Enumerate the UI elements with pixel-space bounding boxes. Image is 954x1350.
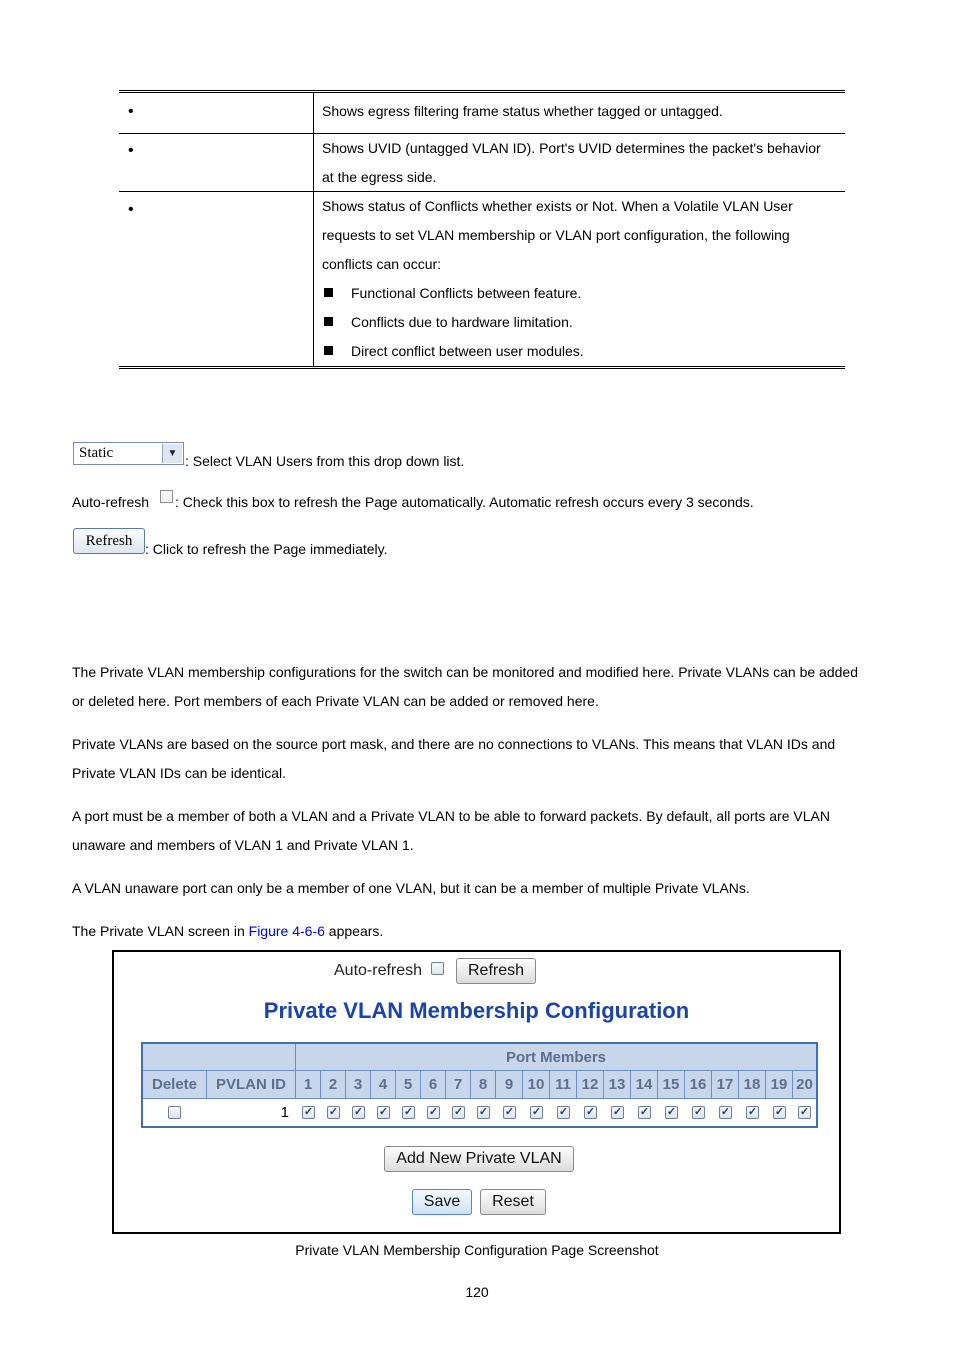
column-divider (313, 192, 314, 366)
port-column-header: 10 (523, 1071, 550, 1099)
save-button[interactable]: Save (412, 1189, 472, 1215)
port-member-checkbox[interactable]: ✓ (585, 1106, 596, 1118)
port-member-checkbox[interactable]: ✓ (720, 1106, 731, 1118)
square-bullet-icon (324, 346, 333, 355)
port-column-header: 19 (766, 1071, 793, 1099)
screenshot-autorefresh-checkbox[interactable] (431, 962, 444, 975)
chevron-down-icon[interactable]: ▼ (162, 444, 182, 463)
pvlan-id-value: 1 (280, 1104, 289, 1121)
port-member-checkbox[interactable]: ✓ (403, 1106, 414, 1118)
screenshot-refresh-button[interactable]: Refresh (456, 958, 536, 984)
table-header-group (143, 1044, 816, 1071)
port-column-header: 15 (658, 1071, 685, 1099)
pvlan-id-column-header: PVLAN ID (207, 1071, 296, 1099)
port-member-checkbox[interactable]: ✓ (531, 1106, 542, 1118)
port-member-checkbox[interactable]: ✓ (504, 1106, 515, 1118)
square-bullet-icon (324, 317, 333, 326)
port-member-checkbox[interactable]: ✓ (693, 1106, 704, 1118)
port-members-header: Port Members (505, 1049, 607, 1066)
port-column-header: 4 (371, 1071, 396, 1099)
port-column-header: 18 (739, 1071, 766, 1099)
column-divider (313, 134, 314, 191)
port-column-header: 3 (346, 1071, 371, 1099)
port-member-checkbox[interactable]: ✓ (378, 1106, 389, 1118)
port-column-header: 6 (421, 1071, 446, 1099)
port-member-checkbox[interactable]: ✓ (478, 1106, 489, 1118)
figure-caption: Private VLAN Membership Configuration Page Screenshot (295, 1242, 659, 1258)
blank-header (143, 1044, 296, 1071)
screenshot-autorefresh-label: Auto-refresh (334, 962, 423, 979)
paragraph: A VLAN unaware port can only be a member of one VLAN, but it can be a member of multiple Private VLANs. (72, 880, 750, 896)
autorefresh-label: Auto-refresh (72, 494, 150, 510)
paragraph: The Private VLAN membership configurations for the switch can be monitored and modified here. Private VLANs can be added or deleted here. Port members of each Private VLAN can be added or removed here. (72, 664, 858, 709)
delete-checkbox[interactable] (168, 1106, 181, 1119)
list-item: Functional Conflicts between feature. (322, 279, 793, 308)
table-header-row (143, 1071, 816, 1099)
refresh-button[interactable]: Refresh (73, 528, 145, 554)
port-member-checkbox[interactable]: ✓ (453, 1106, 464, 1118)
row-description: Shows UVID (untagged VLAN ID). Port's UVID determines the packet's behavior at the egress side. (322, 140, 821, 185)
square-bullet-icon (324, 288, 333, 297)
port-column-header: 9 (496, 1071, 523, 1099)
row-bullet: • (128, 142, 134, 159)
port-column-header: 11 (550, 1071, 577, 1099)
refresh-description: : Click to refresh the Page immediately. (145, 541, 388, 557)
select-value: Static (79, 445, 114, 461)
port-member-checkbox[interactable]: ✓ (428, 1106, 439, 1118)
port-column-header: 16 (685, 1071, 712, 1099)
port-member-checkbox[interactable]: ✓ (303, 1106, 314, 1118)
table-row (119, 192, 845, 366)
port-member-checkbox[interactable]: ✓ (328, 1106, 339, 1118)
pvlan-table (141, 1042, 818, 1128)
table-row (143, 1099, 816, 1126)
port-member-checkbox[interactable]: ✓ (639, 1106, 650, 1118)
port-column-header: 2 (321, 1071, 346, 1099)
port-member-checkbox[interactable]: ✓ (799, 1106, 810, 1118)
port-member-checkbox[interactable]: ✓ (558, 1106, 569, 1118)
row-bullet: • (128, 103, 134, 120)
paragraph: Private VLANs are based on the source port mask, and there are no connections to VLANs. This means that VLAN IDs and Private VLAN IDs can be identical. (72, 736, 836, 781)
row-description: Shows status of Conflicts whether exists or Not. When a Volatile VLAN User requests to set VLAN membership or VLAN port configuration, the following conflicts can occur: Functional Conflicts between feature. Conflicts due to hardware limitation. Direct conflict between user modules. (322, 192, 793, 366)
paragraph: The Private VLAN screen in Figure 4-6-6 appears. (72, 923, 384, 939)
vlan-user-select[interactable] (73, 442, 184, 465)
table-row (119, 134, 845, 192)
port-column-header: 5 (396, 1071, 421, 1099)
port-column-header: 1 (296, 1071, 321, 1099)
row-bullet: • (128, 201, 134, 218)
table-row (119, 93, 845, 134)
port-member-checkbox[interactable]: ✓ (666, 1106, 677, 1118)
port-member-checkbox[interactable]: ✓ (774, 1106, 785, 1118)
paragraph: A port must be a member of both a VLAN and a Private VLAN to be able to forward packets. By default, all ports are VLAN unaware and members of VLAN 1 and Private VLAN 1. (72, 808, 830, 853)
reset-button[interactable]: Reset (480, 1189, 546, 1215)
port-column-header: 14 (631, 1071, 658, 1099)
row-description: Shows egress filtering frame status whether tagged or untagged. (322, 103, 723, 119)
private-vlan-screenshot (112, 950, 841, 1234)
parameter-table (119, 90, 845, 369)
port-member-checkbox[interactable]: ✓ (612, 1106, 623, 1118)
list-item: Direct conflict between user modules. (322, 337, 793, 366)
port-member-checkbox[interactable]: ✓ (353, 1106, 364, 1118)
port-column-header: 20 (796, 1076, 813, 1093)
add-new-private-vlan-button[interactable]: Add New Private VLAN (384, 1146, 574, 1172)
delete-column-header: Delete (143, 1071, 207, 1099)
port-column-header: 17 (712, 1071, 739, 1099)
port-column-header: 8 (471, 1071, 496, 1099)
list-item: Conflicts due to hardware limitation. (322, 308, 793, 337)
screenshot-title: Private VLAN Membership Configuration (263, 998, 690, 1023)
autorefresh-description: : Check this box to refresh the Page automatically. Automatic refresh occurs every 3 seconds. (175, 494, 754, 510)
column-divider (313, 93, 314, 133)
port-column-header: 7 (446, 1071, 471, 1099)
select-description: : Select VLAN Users from this drop down list. (185, 453, 465, 469)
port-member-checkbox[interactable]: ✓ (747, 1106, 758, 1118)
autorefresh-checkbox[interactable] (160, 490, 173, 503)
port-column-header: 13 (604, 1071, 631, 1099)
figure-link[interactable]: Figure 4-6-6 (248, 923, 325, 939)
port-column-header: 12 (577, 1071, 604, 1099)
page-number: 120 (465, 1284, 489, 1300)
